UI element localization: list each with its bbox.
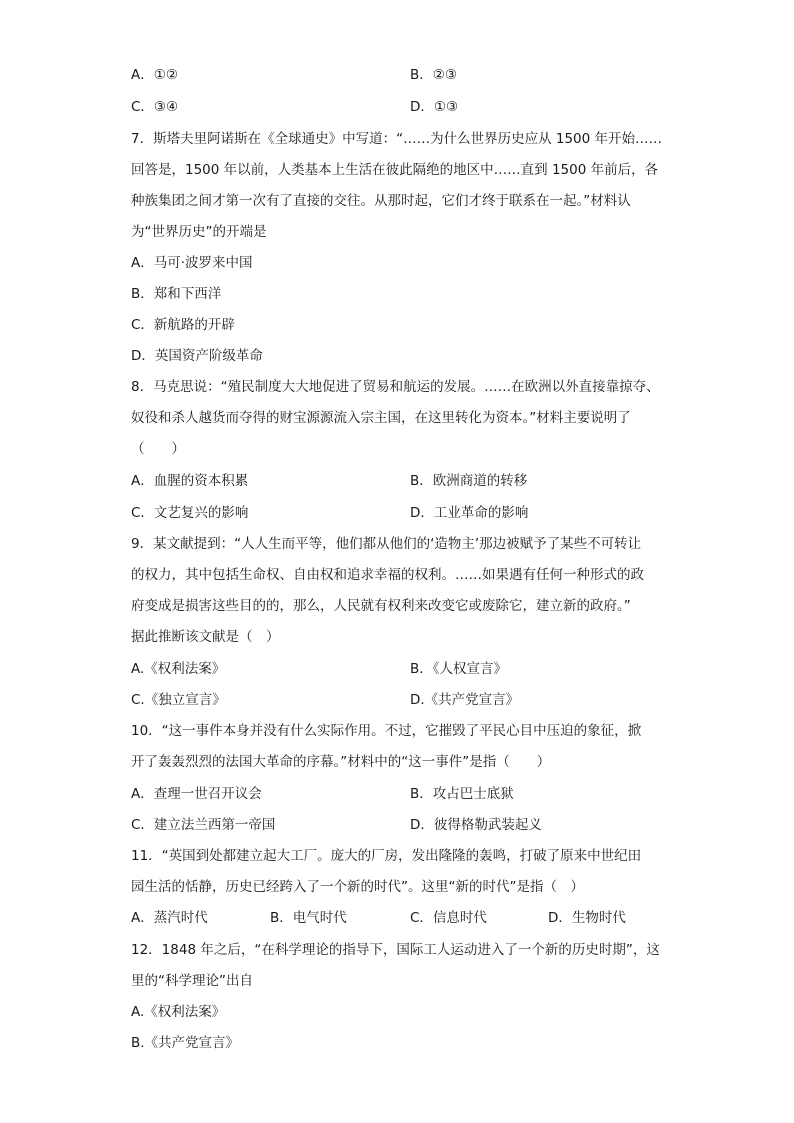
q9-option-b: B．《人权宣言》 <box>410 661 508 677</box>
q8-option-c: C．文艺复兴的影响 <box>131 505 249 521</box>
q6-option-c: C．③④ <box>131 99 179 115</box>
q8-option-b: B．欧洲商道的转移 <box>410 473 528 489</box>
q11-option-a: A．蒸汽时代 <box>131 910 208 926</box>
q11-stem-line-1: 11．“英国到处都建立起大工厂。庞大的厂房，发出隆隆的轰鸣，打破了原来中世纪田 <box>131 848 642 864</box>
q9-option-d: D.《共产党宣言》 <box>410 692 520 708</box>
q10-stem-line-1: 10．“这一事件本身并没有什么实际作用。不过，它摧毁了平民心目中压迫的象征，掀 <box>131 723 642 739</box>
q7-option-b: B．郑和下西洋 <box>131 286 222 302</box>
q11-stem-line-2: 园生活的恬静，历史已经跨入了一个新的时代”。这里“新的时代”是指（ ） <box>131 879 584 895</box>
q9-stem-line-3: 府变成是损害这些目的的，那么，人民就有权利来改变它或废除它，建立新的政府。” <box>131 598 631 614</box>
q11-option-b: B．电气时代 <box>270 910 347 926</box>
q6-option-a: A．①② <box>131 67 178 83</box>
q7-stem-line-2: 回答是，1500 年以前，人类基本上生活在彼此隔绝的地区中……直到 1500 年前后，各 <box>131 162 659 178</box>
q12-stem-line-1: 12．1848 年之后，“在科学理论的指导下，国际工人运动进入了一个新的历史时期”，这 <box>131 942 660 958</box>
q6-option-d: D．①③ <box>410 99 459 115</box>
q8-stem-line-1: 8．马克思说：“殖民制度大大地促进了贸易和航运的发展。……在欧洲以外直接靠掠夺、 <box>131 379 660 395</box>
q9-stem-line-4: 据此推断该文献是（ ） <box>131 629 280 645</box>
q12-stem-line-2: 里的“科学理论”出自 <box>131 973 253 989</box>
q11-option-d: D．生物时代 <box>548 910 626 926</box>
q7-stem-line-4: 为“世界历史”的开端是 <box>131 224 267 240</box>
q9-stem-line-2: 的权力，其中包括生命权、自由权和追求幸福的权利。……如果遇有任何一种形式的政 <box>131 567 644 583</box>
q7-option-d: D．英国资产阶级革命 <box>131 348 263 364</box>
q9-option-c: C.《独立宣言》 <box>131 692 226 708</box>
q10-option-b: B．攻占巴士底狱 <box>410 786 514 802</box>
q8-option-d: D．工业革命的影响 <box>410 505 529 521</box>
q11-option-c: C．信息时代 <box>410 910 487 926</box>
q7-option-a: A．马可·波罗来中国 <box>131 255 253 271</box>
q8-option-a: A．血腥的资本积累 <box>131 473 249 489</box>
q10-option-a: A．查理一世召开议会 <box>131 786 262 802</box>
q7-option-c: C．新航路的开辟 <box>131 317 235 333</box>
q9-option-a: A.《权利法案》 <box>131 661 226 677</box>
q9-stem-line-1: 9．某文献提到：“人人生而平等，他们都从他们的‘造物主’那边被赋予了某些不可转让 <box>131 536 642 552</box>
q6-option-b: B．②③ <box>410 67 457 83</box>
q8-stem-line-2: 奴役和杀人越货而夺得的财宝源源流入宗主国，在这里转化为资本。”材料主要说明了 <box>131 410 631 426</box>
q10-option-c: C．建立法兰西第一帝国 <box>131 817 276 833</box>
q12-option-a: A.《权利法案》 <box>131 1004 226 1020</box>
q7-stem-line-1: 7．斯塔夫里阿诺斯在《全球通史》中写道：“……为什么世界历史应从 1500 年开始…… <box>131 131 663 147</box>
q7-stem-line-3: 种族集团之间才第一次有了直接的交往。从那时起，它们才终于联系在一起。”材料认 <box>131 193 631 209</box>
q8-stem-line-3: （ ） <box>131 441 185 457</box>
q10-option-d: D．彼得格勒武装起义 <box>410 817 542 833</box>
q12-option-b: B.《共产党宣言》 <box>131 1035 240 1051</box>
q10-stem-line-2: 开了轰轰烈烈的法国大革命的序幕。”材料中的“这一事件”是指（ ） <box>131 754 551 770</box>
